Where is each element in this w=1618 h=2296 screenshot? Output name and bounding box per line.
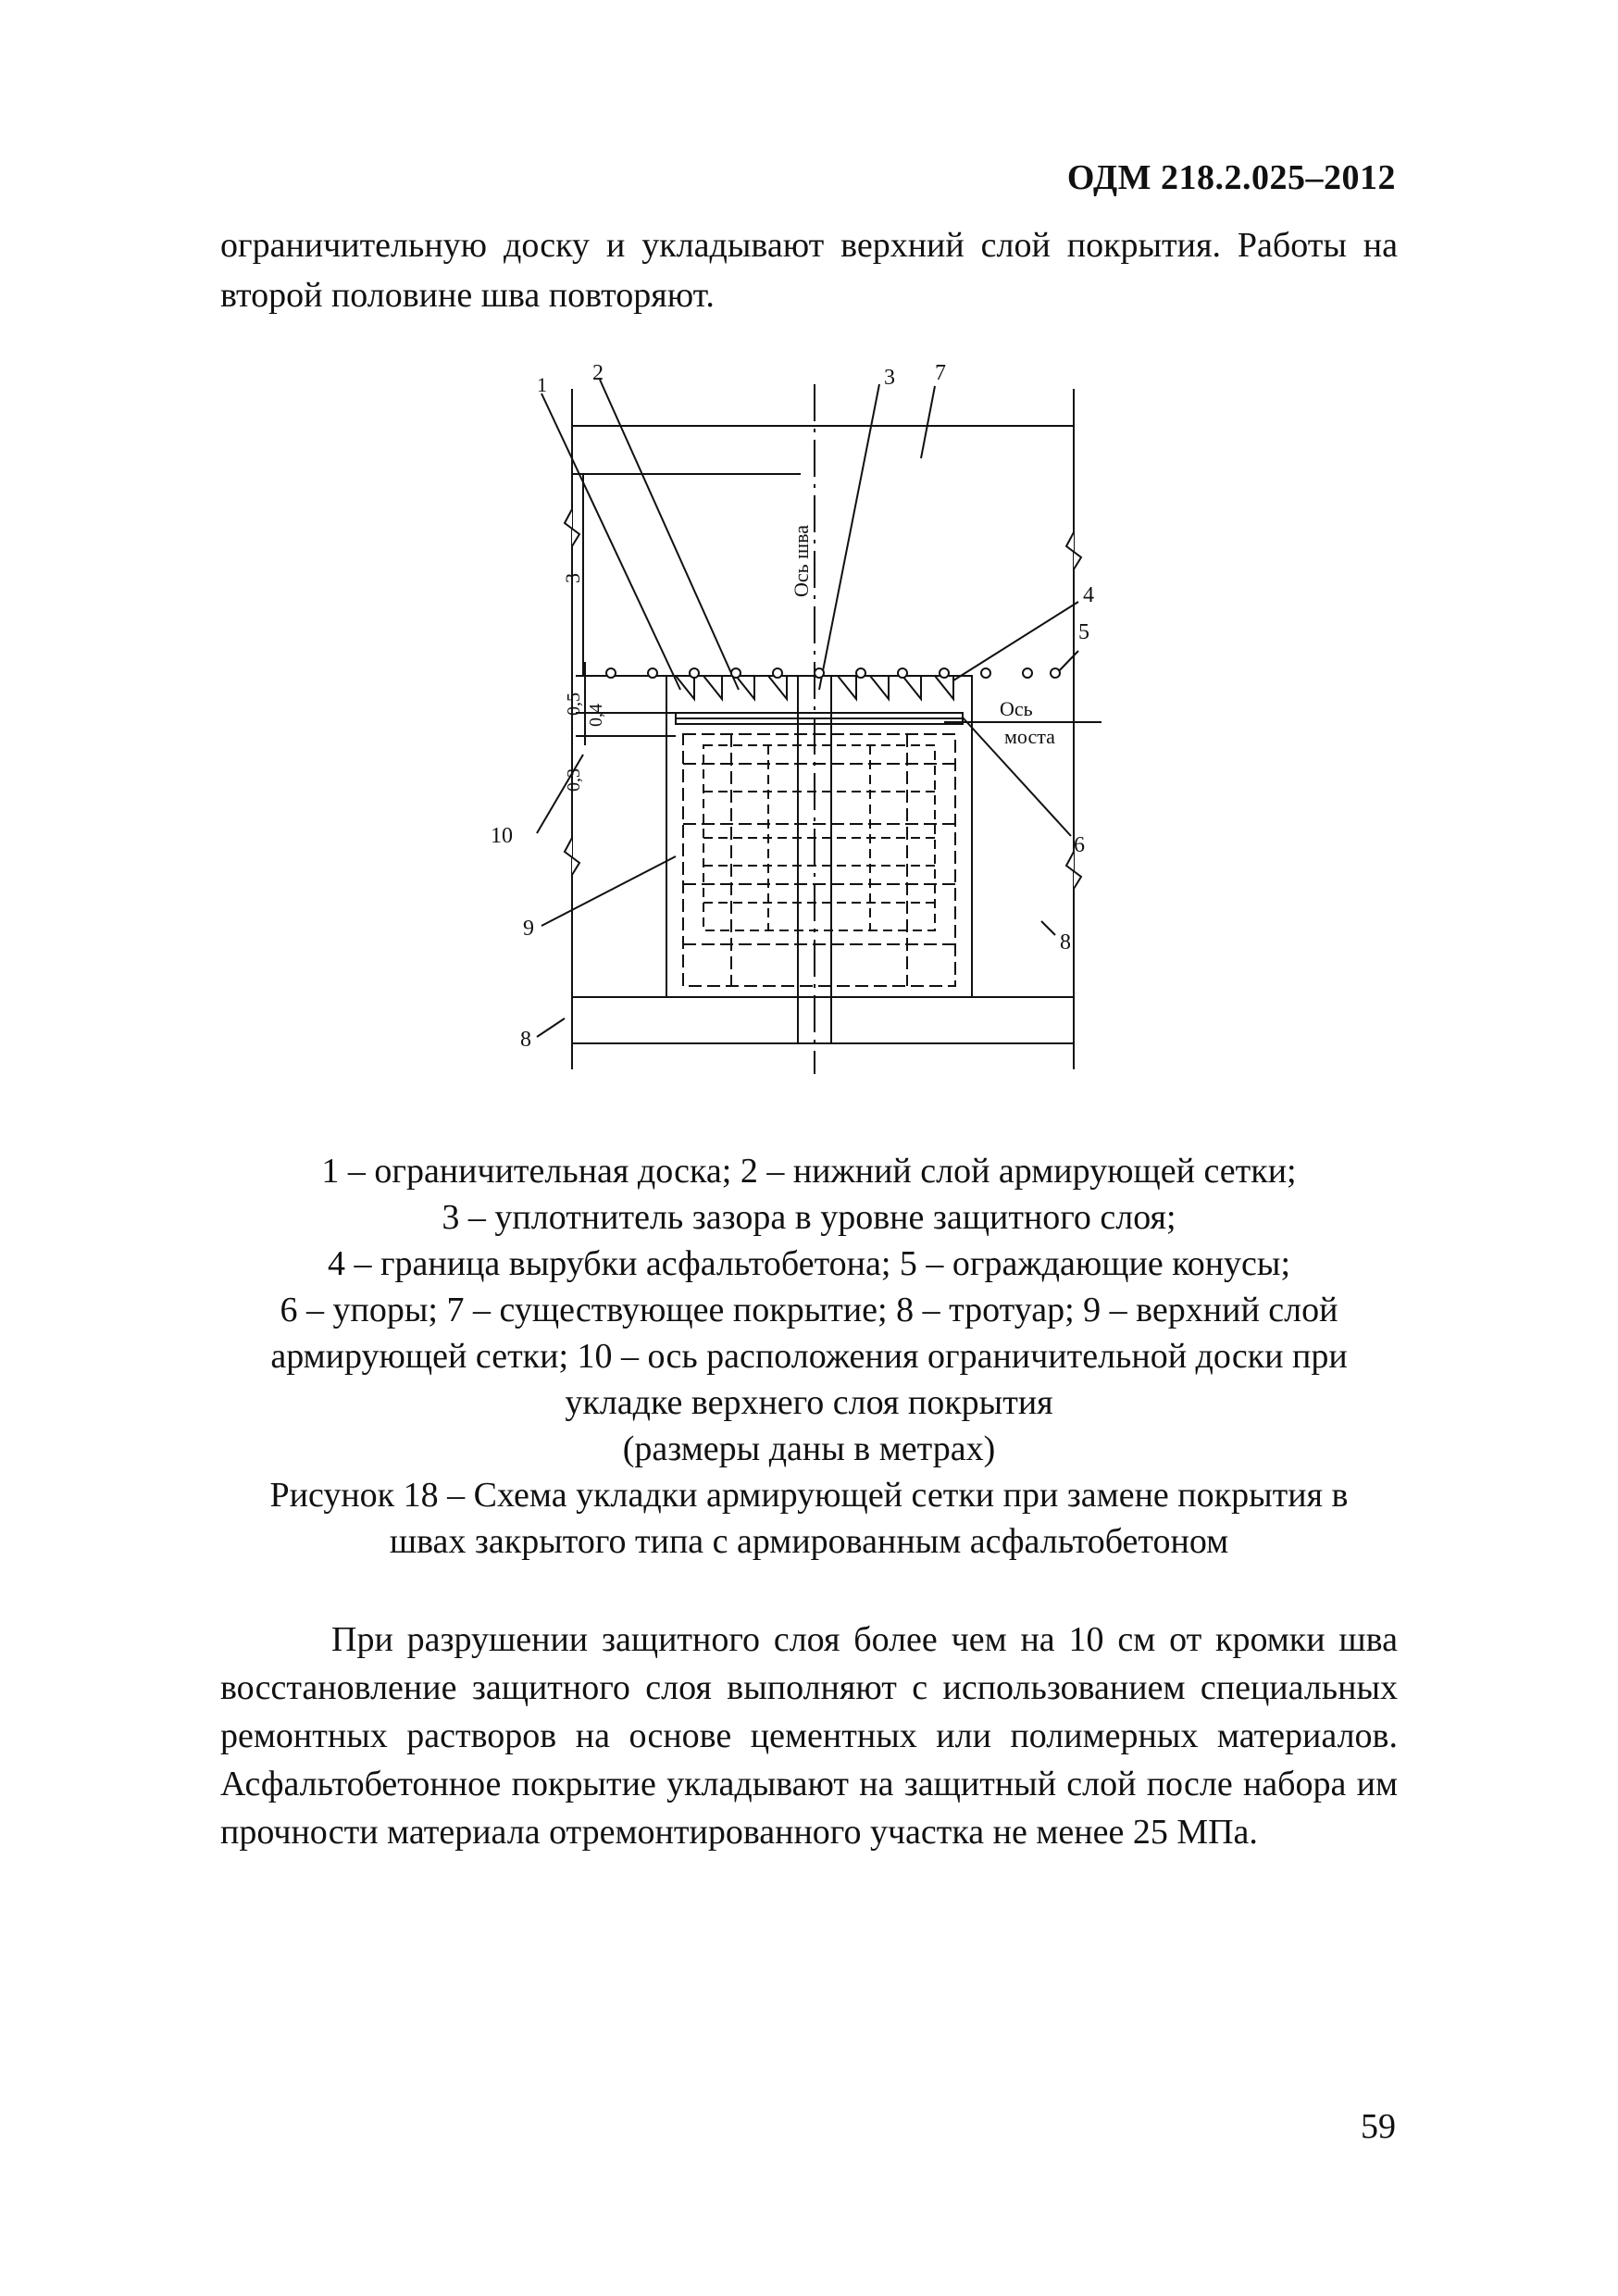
label-5: 5 — [1078, 620, 1089, 644]
legend-line-6: укладке верхнего слоя покрытия — [565, 1383, 1053, 1422]
leader-4 — [953, 602, 1078, 680]
legend-line-2: 3 – уплотнитель зазора в уровне защитного слоя; — [442, 1198, 1176, 1237]
label-10: 10 — [491, 824, 513, 848]
leader-9 — [541, 856, 676, 926]
label-8-left: 8 — [520, 1028, 531, 1052]
figure-title-line-2: швах закрытого типа с армированным асфальтобетоном — [389, 1522, 1229, 1561]
figure-caption — [220, 1148, 1398, 1565]
dim-label-3: 3 — [561, 573, 584, 583]
break-mark-left-bottom — [565, 838, 579, 875]
paragraph-bottom-text: При разрушении защитного слоя более чем на 10 см от кромки шва восстановление защитного слоя выполняют с использованием специальных ремонтных растворов на основе цементных или полимерных материалов. Асфальтобетонное покрытие укладывают на защитный слой после набора им прочности материала отремонтированного участка не менее 25 МПа. — [220, 1620, 1398, 1852]
dim-label-04: 0,4 — [586, 704, 606, 727]
leader-3 — [819, 384, 879, 690]
break-mark-right-bottom — [1066, 852, 1081, 889]
label-2: 2 — [592, 361, 604, 385]
dim-label-05: 0,5 — [564, 693, 584, 716]
label-3: 3 — [884, 366, 895, 390]
figure-18 — [491, 356, 1111, 1088]
label-4: 4 — [1083, 583, 1094, 607]
joint-axis-label: Ось шва — [790, 525, 813, 597]
break-mark-right-top — [1066, 532, 1081, 569]
label-1: 1 — [537, 373, 547, 396]
bridge-axis-label-2: моста — [1004, 725, 1055, 748]
paragraph-bottom — [220, 1616, 1398, 1856]
leader-7 — [921, 386, 935, 458]
leader-10 — [537, 755, 583, 833]
upper-mesh — [683, 734, 955, 986]
label-9: 9 — [523, 917, 534, 941]
label-6: 6 — [1074, 833, 1085, 857]
legend-line-1: 1 – ограничительная доска; 2 – нижний слой армирующей сетки; — [321, 1152, 1297, 1191]
break-mark-left-top — [565, 509, 579, 546]
legend-line-5: армирующей сетки; 10 – ось расположения ограничительной доски при — [270, 1337, 1348, 1376]
paragraph-top: ограничительную доску и укладывают верхний слой покрытия. Работы на второй половине шва повторяют. — [220, 226, 1398, 315]
dim-label-03: 0,3 — [564, 768, 584, 792]
leader-1 — [541, 393, 680, 690]
joint-scheme-drawing — [491, 356, 1111, 1088]
leader-8-right — [1041, 921, 1055, 935]
legend-line-3: 4 – граница вырубки асфальтобетона; 5 – ограждающие конусы; — [327, 1244, 1291, 1283]
page-number: 59 — [1361, 2107, 1396, 2146]
leader-8-left — [537, 1018, 565, 1037]
figure-title-line-1: Рисунок 18 – Схема укладки армирующей сетки при замене покрытия в — [269, 1476, 1349, 1515]
document-code: ОДМ 218.2.025–2012 — [1066, 158, 1396, 197]
label-8-right: 8 — [1060, 930, 1071, 955]
label-7: 7 — [935, 361, 946, 385]
legend-line-4: 6 – упоры; 7 – существующее покрытие; 8 – тротуар; 9 – верхний слой — [280, 1291, 1338, 1329]
lower-mesh — [703, 745, 935, 930]
units-note: (размеры даны в метрах) — [622, 1429, 996, 1468]
bridge-axis-label-1: Ось — [1000, 697, 1033, 720]
